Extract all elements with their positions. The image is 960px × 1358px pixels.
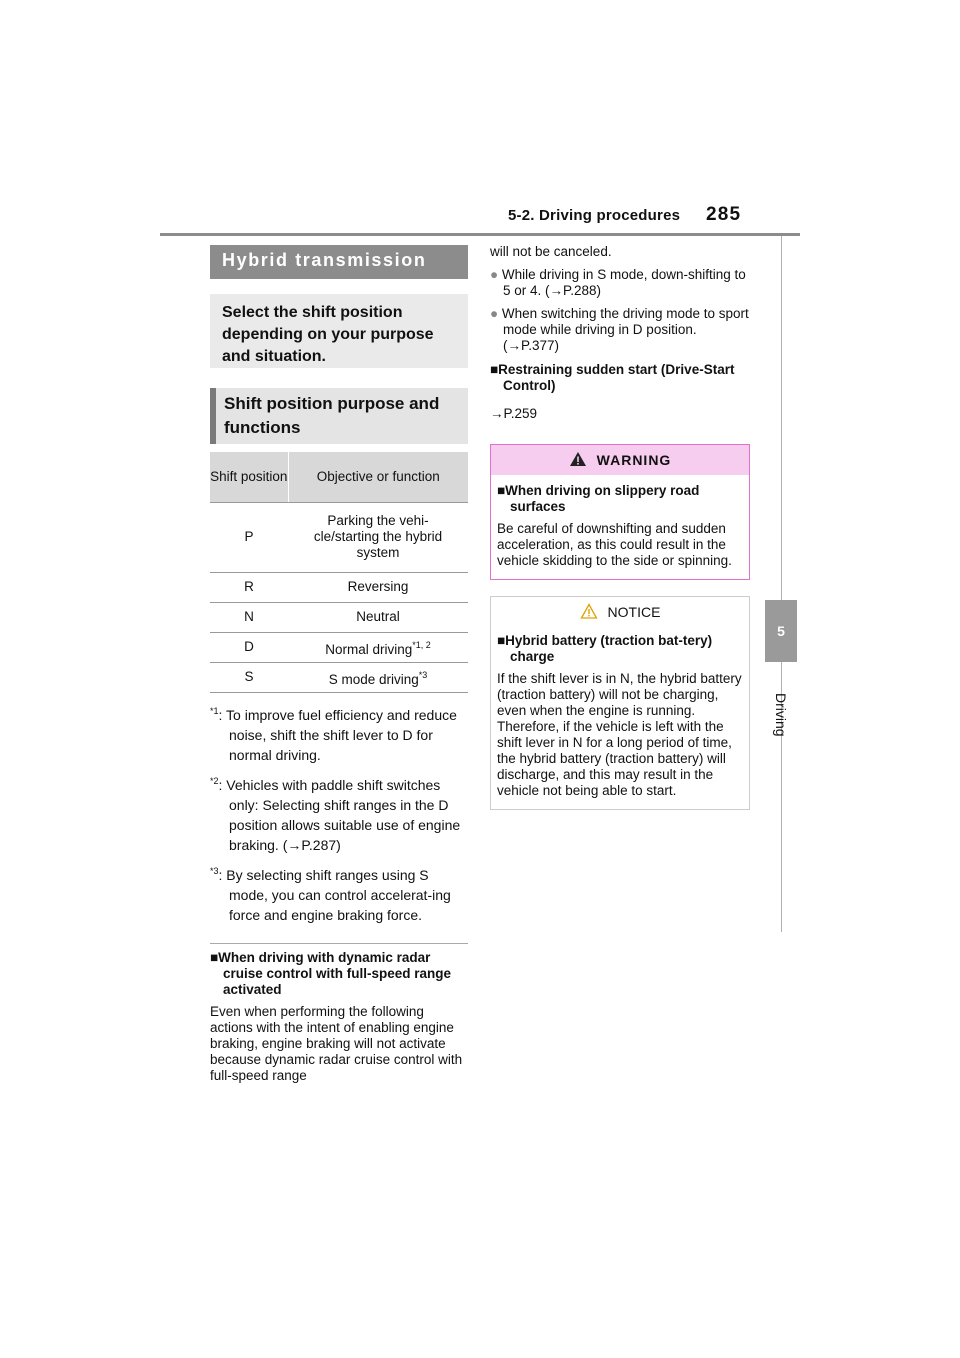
table-cell: Neutral <box>288 602 468 632</box>
notice-text: If the shift lever is in N, the hybrid battery (traction battery) will not be charging, even when the engine is running. Therefore, if the vehicle is left with the shift lever in N for a long period of time, the hybrid battery (traction battery) will discharge, and this may result in the vehicle not being able to start. <box>497 671 742 798</box>
table-cell <box>288 662 468 692</box>
notice-title-bar <box>491 597 749 627</box>
footnote-text: : Vehicles with paddle shift switches only: Selecting shift ranges in the D position allows suitable use of engine braking. (→P.287) <box>218 776 461 853</box>
column-header: Objective or function <box>288 452 468 502</box>
list-item-text: While driving in S mode, down-shifting to 5 or 4. (→P.288) <box>501 267 746 298</box>
table-cell: D <box>210 632 288 662</box>
bullet-icon: ● <box>490 306 502 321</box>
paragraph: will not be canceled. <box>490 244 612 259</box>
section-title: 5-2. Driving procedures <box>508 207 681 224</box>
table-cell: R <box>210 572 288 602</box>
notice-box <box>490 596 750 810</box>
side-divider <box>781 236 782 600</box>
list-item <box>490 267 752 299</box>
cross-reference: →P.259 <box>490 406 538 421</box>
notice-title: NOTICE <box>607 604 661 620</box>
notice-heading: ■Hybrid battery (traction bat-tery) charge <box>497 633 713 664</box>
footnote <box>210 861 468 925</box>
left-column <box>210 245 468 1084</box>
right-column <box>490 244 752 810</box>
list-item-text: When switching the driving mode to sport mode while driving in D position. (→P.377) <box>501 306 749 353</box>
warning-triangle-filled-icon <box>569 451 587 470</box>
intro-box: Select the shift position depending on your purpose and situation. <box>210 294 468 368</box>
cell-text: S mode driving <box>328 671 419 687</box>
cell-text: Normal driving <box>325 641 413 657</box>
header-rule <box>160 233 800 236</box>
footnote-mark: *1 <box>210 705 219 716</box>
list-item <box>490 306 752 354</box>
table-cell: Parking the vehi-cle/starting the hybrid system <box>288 502 468 572</box>
table-row <box>210 632 468 662</box>
footnote-mark: *3 <box>210 865 219 876</box>
notice-body <box>491 627 749 809</box>
chapter-tab: 5 <box>765 600 797 662</box>
footnote-ref: *3 <box>418 669 428 680</box>
warning-body <box>491 475 749 579</box>
section-heading: Shift position purpose and functions <box>210 388 468 444</box>
table-cell: N <box>210 602 288 632</box>
subsection-heading: ■When driving with dynamic radar cruise control with full-speed range activated <box>210 949 452 997</box>
subsection-heading: ■Restraining sudden start (Drive-Start Control) <box>490 362 735 393</box>
table-row <box>210 662 468 692</box>
table-row <box>210 502 468 572</box>
warning-title: WARNING <box>596 452 672 468</box>
page-number: 285 <box>706 204 742 225</box>
table-cell <box>288 632 468 662</box>
warning-triangle-outline-icon <box>580 603 598 622</box>
footnote-text: : By selecting shift ranges using S mode, you can control accelerat-ing force and engine braking force. <box>218 866 451 923</box>
page-title: Hybrid transmission <box>210 245 468 279</box>
warning-heading: ■When driving on slippery road surfaces <box>497 483 700 514</box>
table-header-row <box>210 452 468 502</box>
footnote-ref: *1, 2 <box>412 639 431 650</box>
table-row <box>210 572 468 602</box>
column-header: Shift position <box>210 452 288 502</box>
warning-title-bar <box>491 445 749 475</box>
footnote-mark: *2 <box>210 775 219 786</box>
footnote <box>210 701 468 765</box>
shift-position-table <box>210 452 468 693</box>
table-cell: P <box>210 502 288 572</box>
footnote <box>210 771 468 855</box>
warning-box <box>490 444 750 580</box>
chapter-label: Driving <box>773 693 789 737</box>
footnote-text: : To improve fuel efficiency and reduce noise, shift the shift lever to D for normal driving. <box>218 706 457 763</box>
table-row <box>210 602 468 632</box>
table-cell: Reversing <box>288 572 468 602</box>
paragraph: Even when performing the following actions with the intent of enabling engine braking, engine braking will not activate because dynamic radar cruise control with full-speed range <box>210 1003 463 1083</box>
warning-text: Be careful of downshifting and sudden acceleration, as this could result in the vehicle skidding to the side or spinning. <box>497 521 732 568</box>
bullet-icon: ● <box>490 267 502 282</box>
table-cell: S <box>210 662 288 692</box>
divider <box>210 943 468 944</box>
